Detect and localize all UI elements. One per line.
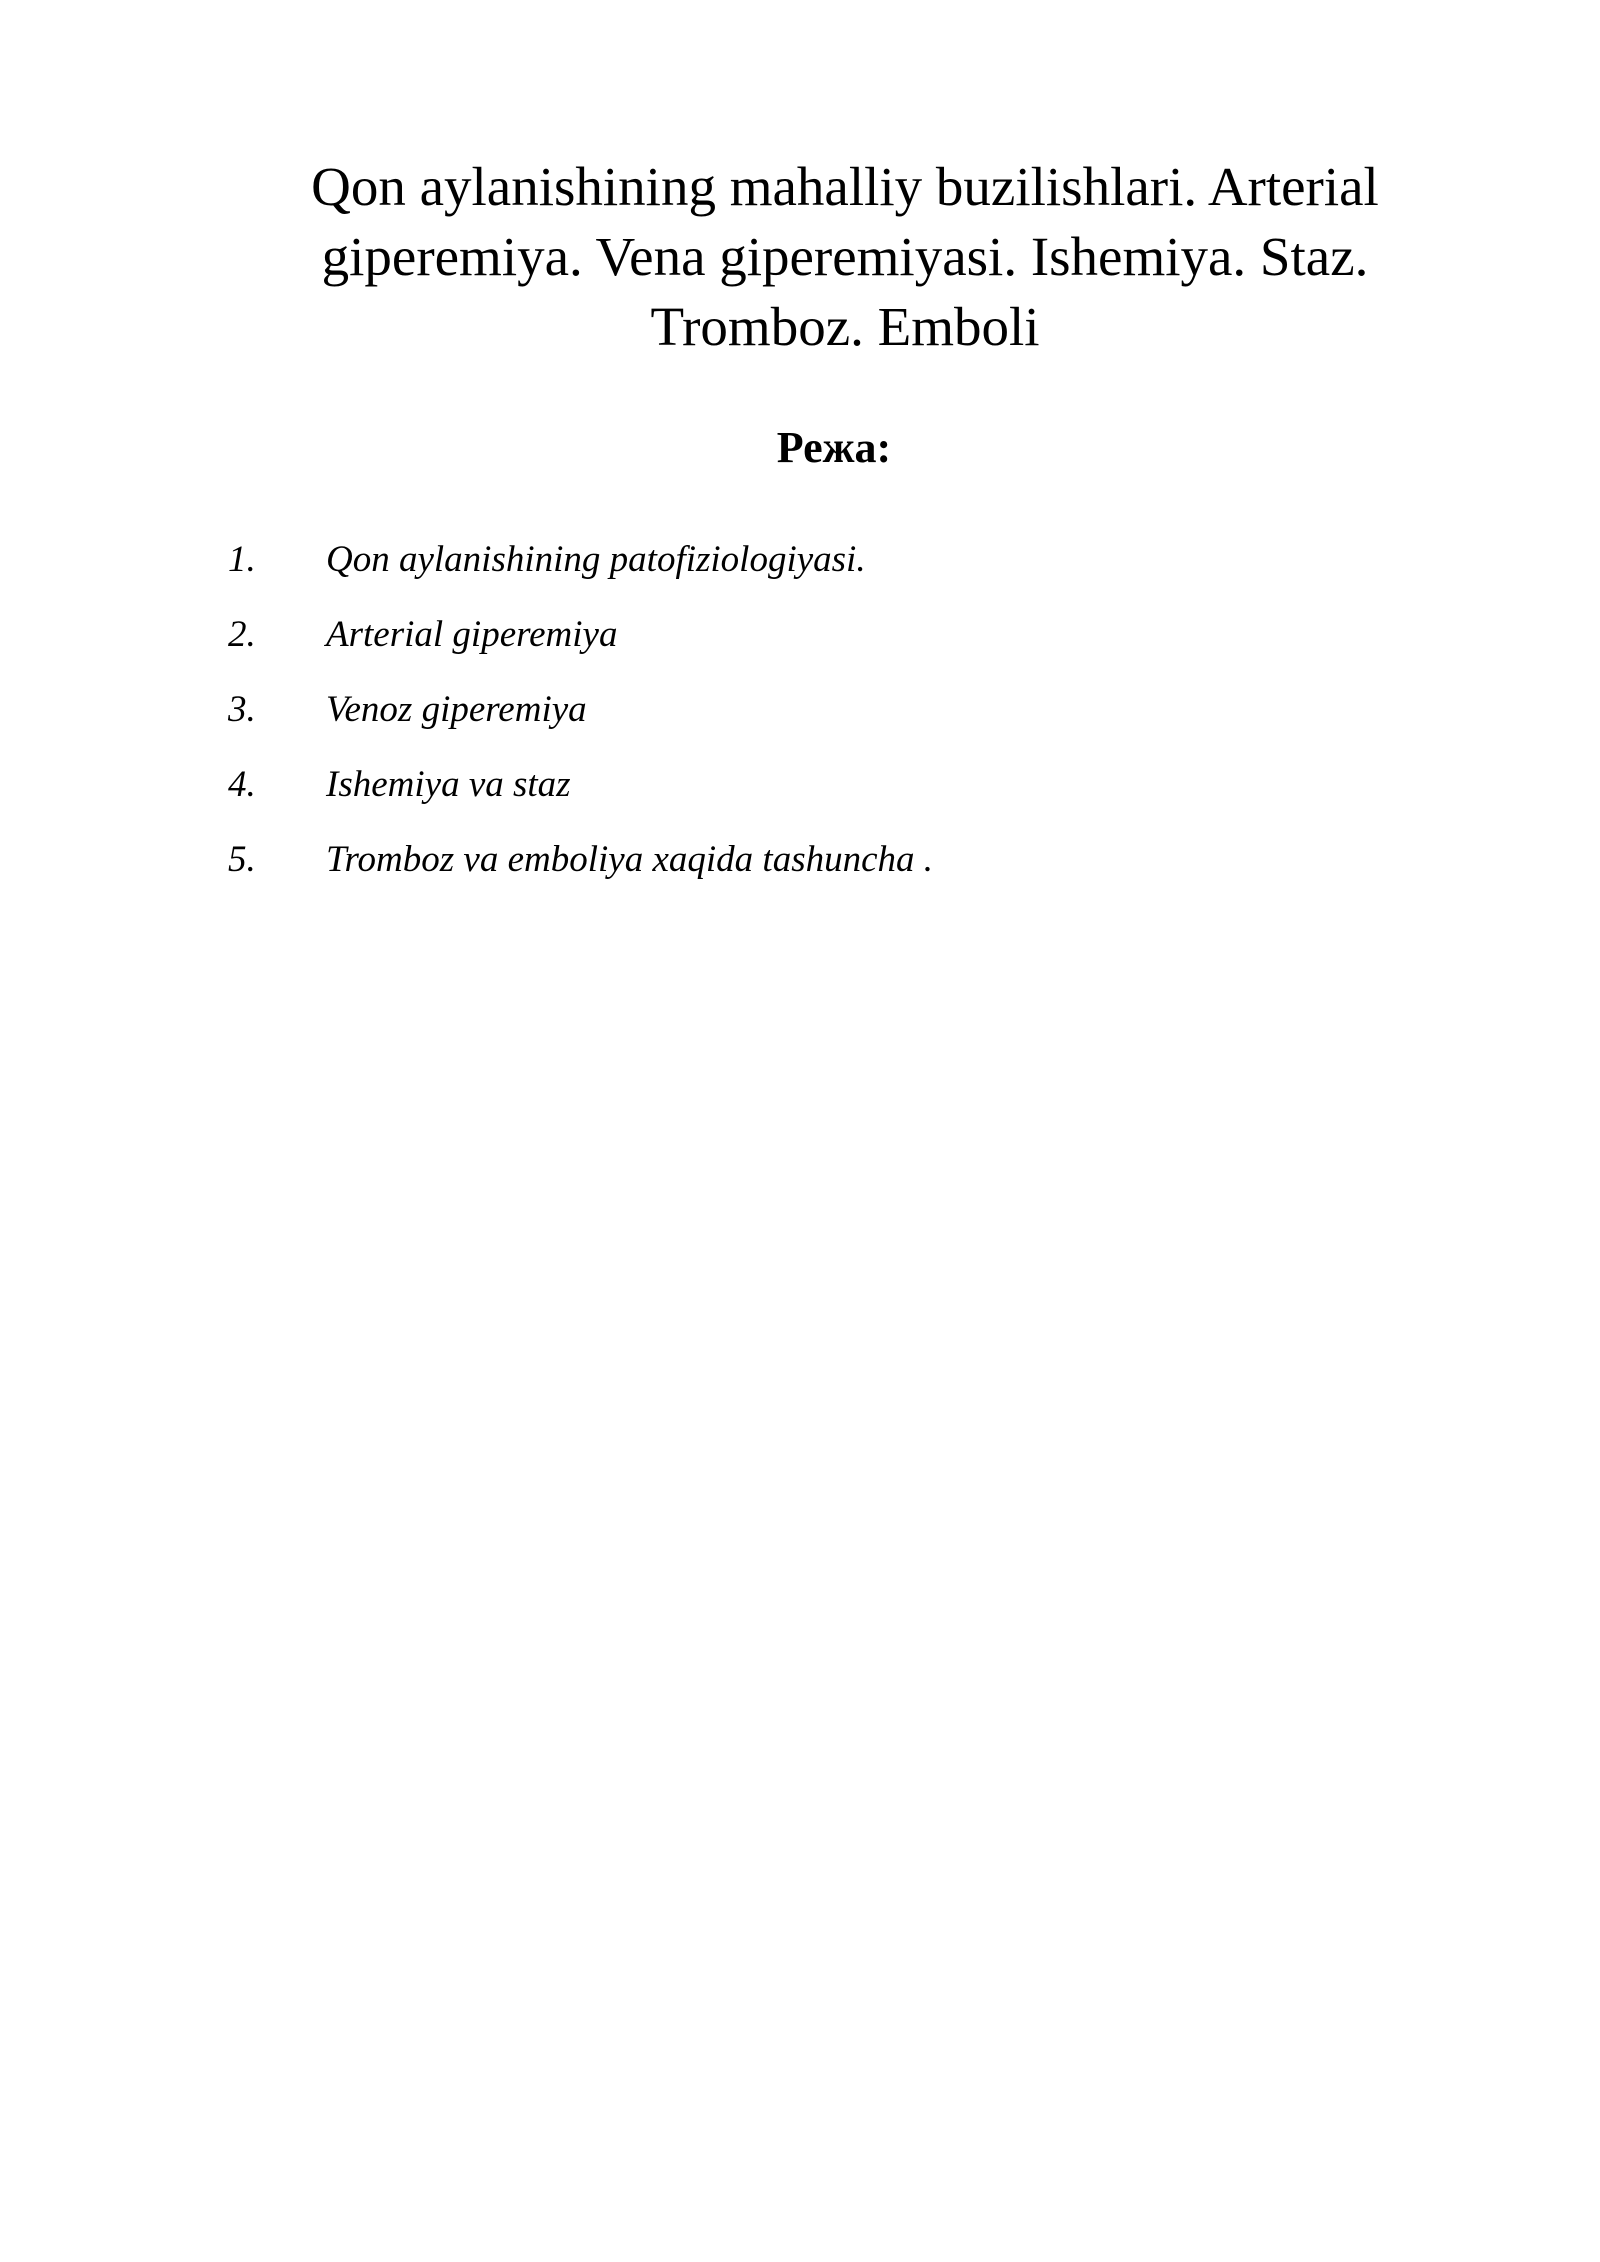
- title-line: Qon aylanishining mahalliy buzilishlari. Arterial: [311, 156, 1379, 217]
- plan-item: [228, 757, 933, 832]
- plan-item-number: 1.: [228, 539, 256, 580]
- plan-item-text: Qon aylanishining patofiziologiyasi.: [326, 539, 866, 580]
- document-title: [240, 152, 1450, 362]
- title-line: giperemiya. Vena giperemiyasi. Ishemiya. Staz.: [321, 226, 1369, 287]
- plan-item: [228, 682, 933, 757]
- plan-item-number: 3.: [228, 689, 256, 730]
- title-line: Tromboz. Emboli: [650, 296, 1040, 357]
- plan-list: [228, 532, 933, 907]
- plan-item: [228, 532, 933, 607]
- plan-item: [228, 607, 933, 682]
- plan-item-text: Ishemiya va staz: [326, 764, 571, 805]
- plan-item-number: 2.: [228, 614, 256, 655]
- plan-item-text: Arterial giperemiya: [326, 614, 618, 655]
- plan-item-number: 5.: [228, 839, 256, 880]
- plan-heading: Режа:: [776, 423, 892, 472]
- plan-item: [228, 832, 933, 907]
- plan-item-text: Tromboz va emboliya xaqida tashuncha .: [326, 839, 934, 880]
- plan-item-number: 4.: [228, 764, 256, 805]
- plan-item-text: Venoz giperemiya: [326, 689, 587, 730]
